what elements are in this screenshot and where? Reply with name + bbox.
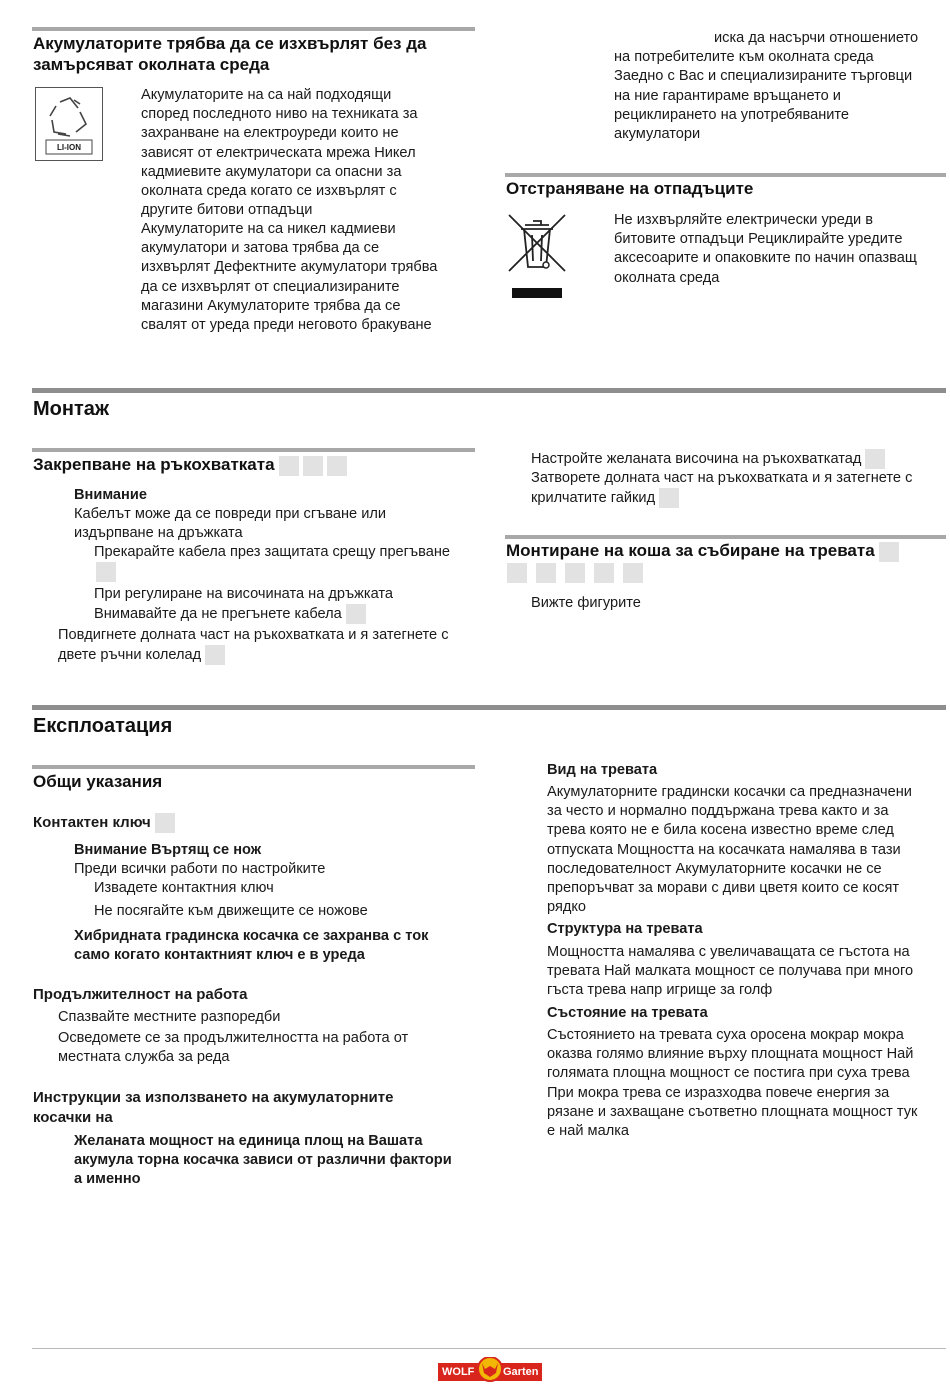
hybrid-note: Хибридната градинска косачка се захранва с ток само когато контактният ключ е в уреда [74,928,429,964]
figure-ref-box [279,456,299,476]
logo-wolf: WOLF [442,1366,475,1378]
instructions-title: Инструкции за използването на акумулаторните косачки на [33,1089,394,1126]
attention-label: Внимание [74,487,147,503]
section-rule [505,535,946,539]
figure-ref-box [303,456,323,476]
grass-type-title: Вид на тревата [547,762,658,778]
figure-ref-box [346,604,366,624]
figure-ref-box [565,563,585,583]
battery-paragraph-1: Акумулаторите на са най подходящи според последното ниво на техниката за захранване на електроуреди които не зависят от електрическата мрежа Никел кадмиевите акумулатори са опасни за околната среда когато се изхвърлят с другите битови отпадъци [141,87,418,219]
wolf-garten-logo [438,1357,542,1385]
chapter-rule [32,705,946,710]
power-factors: Желаната мощност на единица площ на Вашата акумула торна косачка зависи от различни фактори а именно [74,1133,452,1188]
rotating-blade-warning: Внимание Въртящ се нож [74,842,262,858]
figure-ref-box [96,562,116,582]
operation-title: Експлоатация [33,715,173,737]
handle-title: Закрепване на ръкохватката [33,454,347,476]
logo-garten: Garten [503,1366,539,1378]
section-rule [32,27,475,31]
figure-ref-box [623,563,643,583]
section-rule [505,173,946,177]
figure-ref-box [536,563,556,583]
battery-title: Акумулаторите трябва да се изхвърлят без да замърсяват околната среда [33,34,427,74]
chapter-rule [32,388,946,393]
battery-right-paragraph: иска да насърчи отношението на потребителите към околната среда Заедно с Вас и специализираните търговци на ние гарантираме връщането и рециклирането на употребяваните акумулатори [614,30,919,143]
handle-right-text: Настройте желаната височина на ръкохваткатад Затворете долната част на ръкохватката и я затегнете с крилчатите гайкид [531,449,912,508]
grass-structure-text: Мощността намалява с увеличаващата се гъстота на тревата Най малката мощност се получава при много гъста трева напр игрище за голф [547,944,914,999]
remove-key: Извадете контактния ключ [94,880,274,896]
waste-title: Отстраняване на отпадъците [506,179,754,198]
recycle-li-ion-icon [35,87,103,161]
general-notes-title: Общи указания [33,772,163,791]
figure-ref-box [327,456,347,476]
section-rule [32,765,475,769]
grass-type-text: Акумулаторните градински косачки са предназначени за често и нормално поддържана трева както и за трева която не е била косена известно време след отпуската Мощността на косачката намалява в тази последователност Акумулаторните косачки не се препоръчват за морави с диви цветя които се косят рядко [547,784,912,916]
inform-duration: Осведомете се за продължителността на работа от местната служба за реда [58,1030,409,1066]
grass-structure-title: Структура на тревата [547,921,703,937]
figure-ref-box [659,488,679,508]
figure-ref-box [865,449,885,469]
before-adjust: Преди всички работи по настройките [74,861,326,877]
montage-title: Монтаж [33,398,110,420]
crossed-bin-icon [505,209,569,301]
adjust-height-note: При регулиране на височината на дръжката Внимавайте да не прегънете кабела [94,585,393,624]
footer-rule [32,1348,946,1349]
route-cable: Прекарайте кабела през защитата срещу прегъване [94,544,451,560]
key-title: Контактен ключ [33,813,175,833]
figure-ref-box [155,813,175,833]
duration-title: Продължителност на работа [33,986,248,1003]
figure-ref-box [594,563,614,583]
basket-title: Монтиране на коша за събиране на тревата [506,540,899,562]
lift-handle: Повдигнете долната част на ръкохватката и я затегнете с двете ръчни колелад [58,626,449,665]
section-rule [32,448,475,452]
li-ion-label: LI-ION [57,143,81,152]
cable-warning: Кабелът може да се повреди при сгъване или издърпване на дръжката [74,506,387,542]
dont-touch: Не посягайте към движещите се ножове [94,903,368,919]
figure-ref-box [507,563,527,583]
figure-ref-box [879,542,899,562]
figure-ref-box [205,645,225,665]
see-figures: Вижте фигурите [531,595,641,611]
battery-paragraph-2: Акумулаторите на са никел кадмиеви акумулатори и затова трябва да се изхвърлят Дефектните акумулатори трябва да се изхвърлят от специализираните магазини Акумулаторите трябва да се свалят от уреда преди неговото бракуване [141,221,438,334]
obey-rules: Спазвайте местните разпоредби [58,1009,281,1025]
grass-state-text: Състоянието на тревата суха оросена мокрар мокра оказва голямо влияние върху площната мощност Най голямата площна мощност се постига при суха трева При мокра трева се изразходва повече енергия за рязане и захващане съответно площната мощност тук е най малка [547,1027,918,1140]
waste-text: Не изхвърляйте електрически уреди в битовите отпадъци Рециклирайте уредите аксесоарите и опаковките по начин опазващ околната среда [614,212,917,286]
grass-state-title: Състояние на тревата [547,1005,708,1021]
